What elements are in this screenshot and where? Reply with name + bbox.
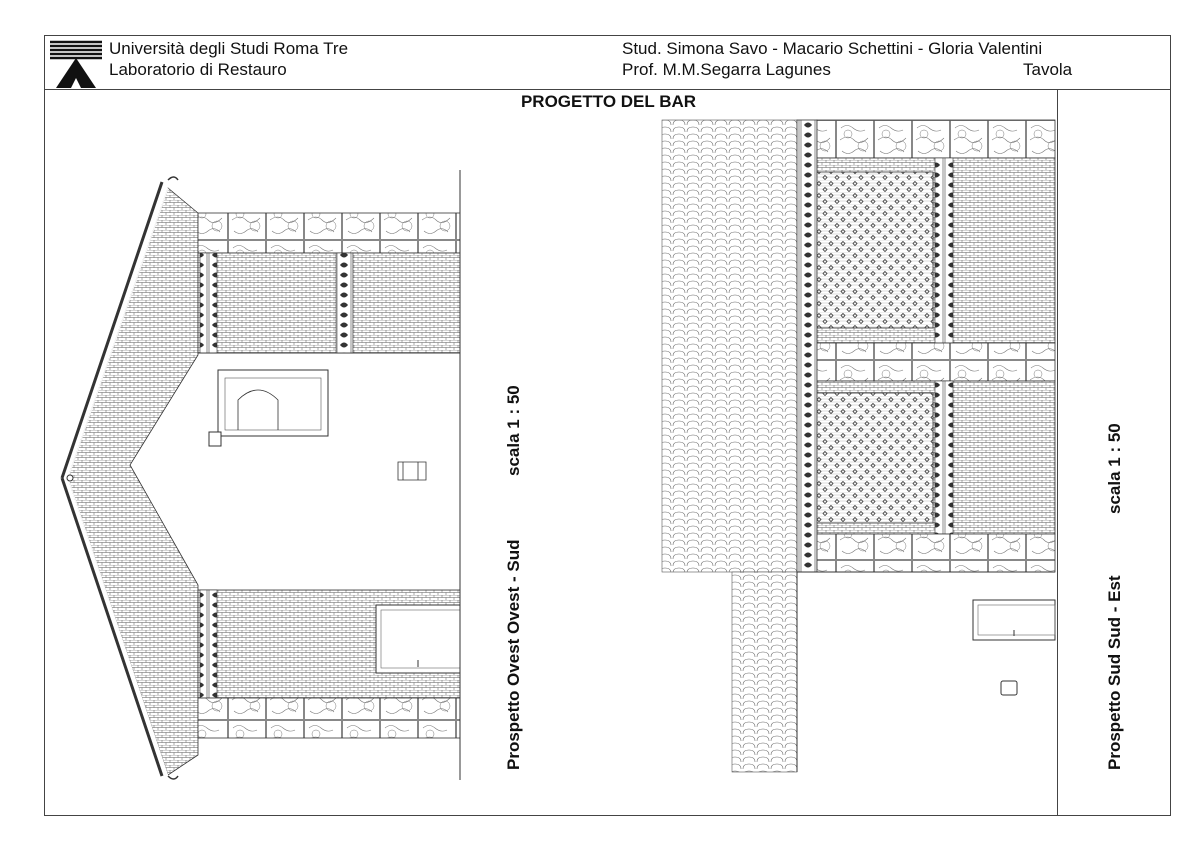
students-names: Stud. Simona Savo - Macario Schettini - Gloria Valentini bbox=[622, 39, 1043, 58]
lab-name: Laboratorio di Restauro bbox=[109, 60, 287, 79]
tavola-label: Tavola bbox=[1023, 60, 1073, 79]
south-elevation-title: Prospetto Sud Sud - Est bbox=[1105, 575, 1124, 770]
professor-name: Prof. M.M.Segarra Lagunes bbox=[622, 60, 831, 79]
drawing-sheet bbox=[44, 35, 1171, 816]
header-divider bbox=[45, 89, 1170, 90]
south-elevation-scale: scala 1 : 50 bbox=[1105, 423, 1124, 514]
drawing-title: PROGETTO DEL BAR bbox=[520, 92, 697, 111]
university-name: Università degli Studi Roma Tre bbox=[109, 39, 349, 58]
west-elevation-title: Prospetto Ovest Ovest - Sud bbox=[504, 539, 523, 770]
label-column-divider bbox=[1057, 89, 1058, 816]
west-elevation-scale: scala 1 : 50 bbox=[504, 385, 523, 476]
